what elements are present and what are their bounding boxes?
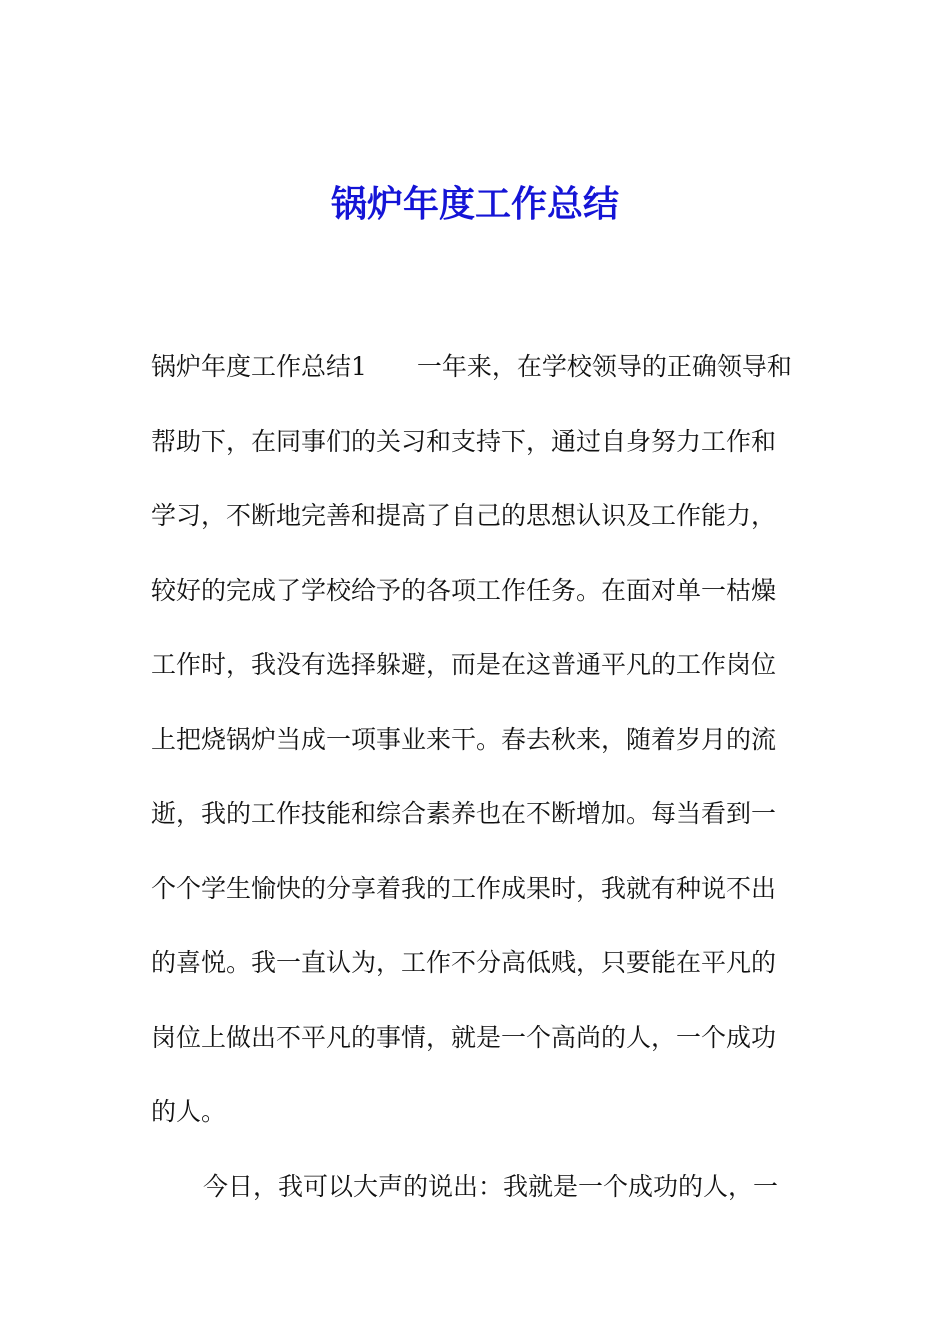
body-line: 帮助下，在同事们的关习和支持下，通过自身努力工作和 [151,426,777,456]
document-body [151,330,811,1224]
body-line: 岗位上做出不平凡的事情，就是一个高尚的人，一个成功 [151,1022,777,1052]
body-line: 的喜悦。我一直认为，工作不分高低贱，只要能在平凡的 [151,948,777,977]
body-line: 锅炉年度工作总结1 一年来，在学校领导的正确领导和 [151,352,792,381]
body-line: 的人。 [151,1097,227,1126]
body-line: 个个学生愉快的分享着我的工作成果时，我就有种说不出 [151,873,777,903]
body-line: 工作时，我没有选择躲避，而是在这普通平凡的工作岗位 [151,650,777,679]
body-line: 较好的完成了学校给予的各项工作任务。在面对单一枯燥 [151,575,777,605]
document-title: 锅炉年度工作总结 [330,183,619,225]
body-line: 学习，不断地完善和提高了自己的思想认识及工作能力， [151,501,777,530]
body-line: 逝，我的工作技能和综合素养也在不断增加。每当看到一 [151,799,777,828]
body-line: 上把烧锅炉当成一项事业来干。春去秋来，随着岁月的流 [151,724,777,754]
body-line-paragraph-start: 今日，我可以大声的说出：我就是一个成功的人，一 [203,1171,779,1201]
